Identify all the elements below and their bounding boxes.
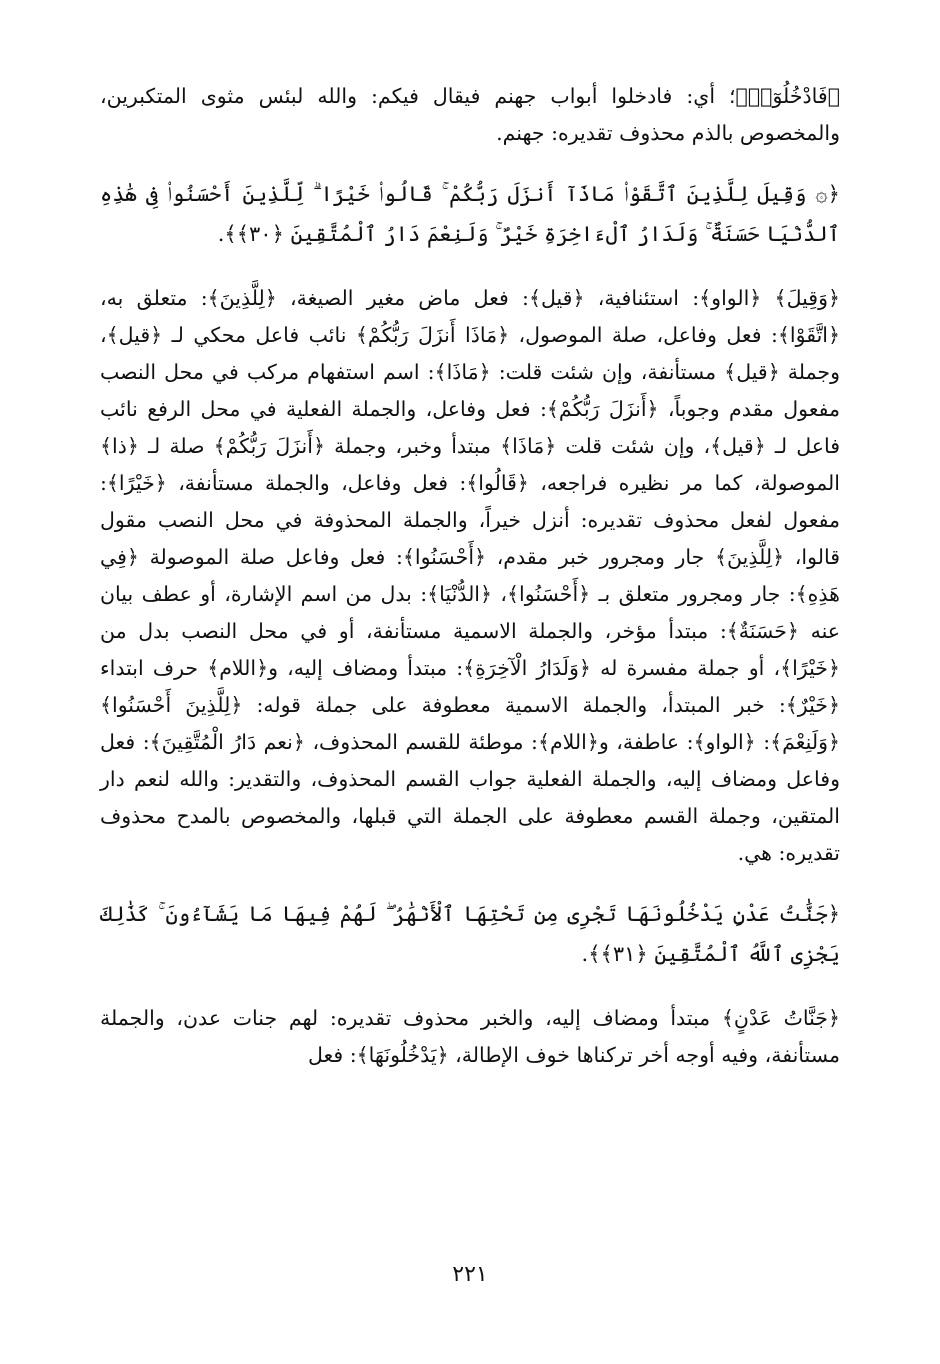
grammar-analysis-verse-31: ﴿جَنَّاتُ عَدْنٍ﴾ مبتدأ ومضاف إليه، والخبر محذوف تقديره: لهم جنات عدن، والجملة مستأنفة، وفيه أوجه أخر تركناها خوف الإطالة، ﴿يَدْخُلُونَهَا﴾: فعل [100,1006,840,1067]
page-body [100,78,840,1074]
grammar-analysis-verse-30: ﴿وَقِيلَ﴾ ﴿الواو﴾: استئنافية، ﴿قيل﴾: فعل ماض مغير الصيغة، ﴿لِلَّذِينَ﴾: متعلق به، ﴿اتَّقَوْا﴾: فعل وفاعل، صلة الموصول، ﴿مَاذَا أَنزَلَ رَبُّكُمْ﴾ نائب فاعل محكي لـ ﴿قيل﴾، وجملة ﴿قيل﴾ مستأنفة، وإن شئت قلت: ﴿مَاذَا﴾: اسم استفهام مركب في محل النصب مفعول مقدم وجوباً، ﴿أَنزَلَ رَبُّكُمْ﴾: فعل وفاعل، والجملة الفعلية في محل الرفع نائب فاعل لـ ﴿قيل﴾، وإن شئت قلت ﴿مَاذَا﴾ مبتدأ وخبر، وجملة ﴿أَنزَلَ رَبُّكُمْ﴾ صلة لـ ﴿ذا﴾ الموصولة، كما مر نظيره فراجعه، ﴿قَالُوا﴾: فعل وفاعل، والجملة مستأنفة، ﴿خَيْرًا﴾: مفعول لفعل محذوف تقديره: أنزل خيراً، والجملة المحذوفة في محل النصب مقول قالوا، ﴿لِلَّذِينَ﴾ جار ومجرور خبر مقدم، ﴿أَحْسَنُوا﴾: فعل وفاعل صلة الموصولة ﴿فِي هَذِهِ﴾: جار ومجرور متعلق بـ ﴿أَحْسَنُوا﴾، ﴿الدُّنْيَا﴾: بدل من اسم الإشارة، أو عطف بيان عنه ﴿حَسَنَةٌ﴾: مبتدأ مؤخر، والجملة الاسمية مستأنفة، أو في محل النصب بدل من ﴿خَيْرًا﴾، أو جملة مفسرة له ﴿وَلَدَارُ الْآخِرَةِ﴾: مبتدأ ومضاف إليه، و﴿اللام﴾ حرف ابتداء ﴿خَيْرٌ﴾: خبر المبتدأ، والجملة الاسمية معطوفة على جملة قوله: ﴿لِلَّذِينَ أَحْسَنُوا﴾ ﴿وَلَنِعْمَ﴾: ﴿الواو﴾: عاطفة، و﴿اللام﴾: موطئة للقسم المحذوف، ﴿نعم دَارُ الْمُتَّقِينَ﴾: فعل وفاعل ومضاف إليه، والجملة الفعلية جواب القسم المحذوف، والتقدير: والله لنعم دار المتقين، وجملة القسم معطوفة على الجملة التي قبلها، والمخصوص بالمدح محذوف تقديره: هي. [100,286,840,865]
commentary-paragraph-1: ﴿فَادْخُلُوٓا۟﴾؛ أي: فادخلوا أبواب جهنم فيقال فيكم: والله لبئس مثوى المتكبرين، والمخصوص بالذم محذوف تقديره: جهنم. [100,84,840,145]
quran-verse-31: ﴿جَنَّٰتُ عَدْنٍ يَدْخُلُونَهَا تَجْرِى مِن تَحْتِهَا ٱلْأَنْهَٰرُ ۖ لَهُمْ فِيهَا مَا يَشَآءُونَ ۚ كَذَٰلِكَ يَجْزِى ٱللَّهُ ٱلْمُتَّقِينَ ﴿٣١﴾﴾. [100,902,840,966]
quran-verse-30: ﴿۞ وَقِيلَ لِلَّذِينَ ٱتَّقَوْا۟ مَاذَآ أَنزَلَ رَبُّكُمْ ۚ قَالُوا۟ خَيْرًا ۗ لِّلَّذِينَ أَحْسَنُوا۟ فِى هَٰذِهِ ٱلدُّنْيَا حَسَنَةٌ ۚ وَلَدَارُ ٱلْءَاخِرَةِ خَيْرٌ ۚ وَلَنِعْمَ دَارُ ٱلْمُتَّقِينَ ﴿٣٠﴾﴾. [100,182,840,246]
page-number: ٢٢١ [452,1262,488,1287]
